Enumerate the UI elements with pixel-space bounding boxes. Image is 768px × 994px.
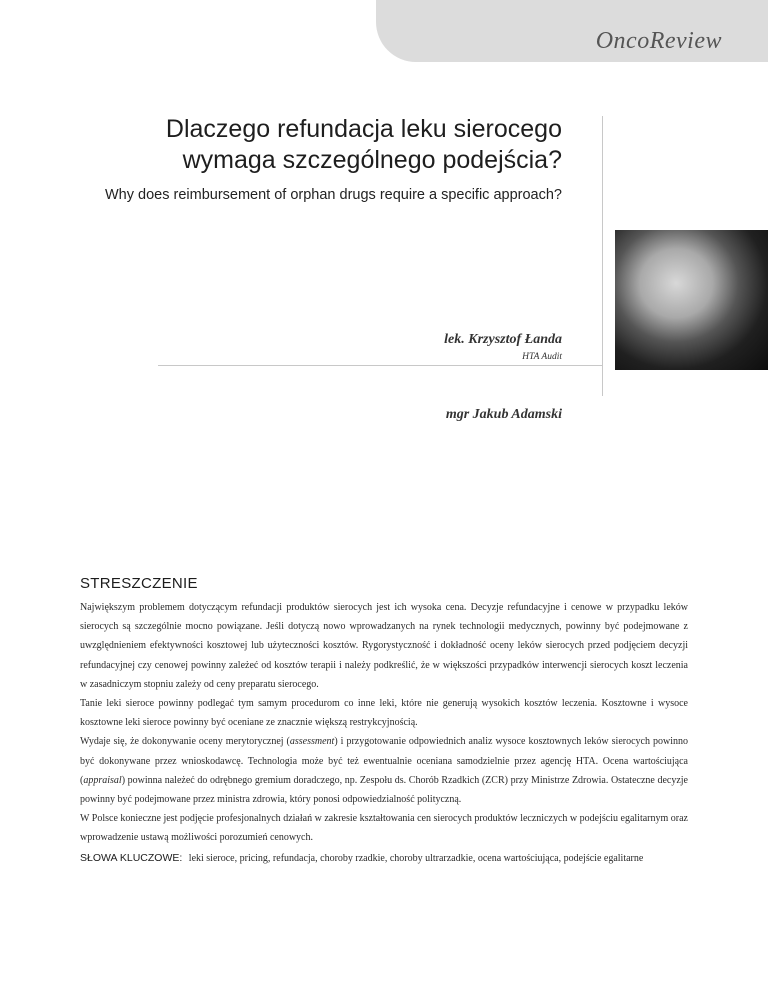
divider-vertical bbox=[602, 116, 603, 396]
abstract-paragraph: Wydaje się, że dokonywanie oceny merytorycznej (assessment) i przygotowanie odpowiednich analiz wysoce kosztownych leków sierocych powinno być dokonywane przez wnioskodawcę. Technologia może być też ewentualnie oceniana samodzielnie przez agencję HTA. Ocena wartościująca (appraisal) powinna należeć do odrębnego gremium doradczego, np. Zespołu ds. Chorób Rzadkich (ZCR) przy Ministrze Zdrowia. Ostateczne decyzje powinny być podejmowane przez ministra zdrowia, który ponosi odpowiedzialność polityczną. bbox=[80, 736, 688, 806]
author-photo bbox=[615, 230, 768, 370]
abstract-paragraph: Największym problemem dotyczącym refundacji produktów sierocych jest ich wysoka cena. Decyzje refundacyjne i cenowe w przypadku leków sierocych są szczególnie mocno powiązane. Jeśli dotyczą nowo wprowadzanych na rynek technologii medycznych, powinny być podejmowane z uwzględnieniem efektywności kosztowej lub użyteczności kosztów. Rygorystyczność i dokładność oceny leków sierocych przed podjęciem decyzji refundacyjnej czy cenowej powinny zależeć od kosztów terapii i należy podkreślić, że w większości przypadków interwencji sierocych koszt leczenia w zasadniczym stopniu zależy od ceny preparatu sierocego. bbox=[80, 602, 688, 690]
abstract-body bbox=[80, 598, 688, 848]
author-affiliation: HTA Audit bbox=[522, 352, 562, 362]
author-name: mgr Jakub Adamski bbox=[445, 407, 562, 422]
keywords bbox=[80, 848, 688, 869]
keywords-label: SŁOWA KLUCZOWE: bbox=[80, 852, 183, 864]
author-name: lek. Krzysztof Łanda bbox=[444, 332, 562, 347]
divider-horizontal bbox=[158, 365, 602, 366]
abstract-paragraph: W Polsce konieczne jest podjęcie profesjonalnych działań w zakresie kształtowania cen sierocych produktów leczniczych w podejściu egalitarnym oraz wprowadzenie ustawą możliwości porozumień cenowych. bbox=[80, 813, 688, 844]
journal-name: OncoReview bbox=[595, 28, 722, 54]
abstract-heading: STRESZCZENIE bbox=[80, 575, 198, 592]
journal-header-tab bbox=[376, 0, 768, 62]
article-subtitle: Why does reimbursement of orphan drugs require a specific approach? bbox=[105, 187, 562, 203]
abstract-paragraph: Tanie leki sieroce powinny podlegać tym samym procedurom co inne leki, które nie generują wysokich kosztów leczenia. Kosztowne i wysoce kosztowne leki sieroce powinny być oceniane ze znacznie większą restrykcyjnością. bbox=[80, 698, 688, 729]
article-title: Dlaczego refundacja leku sierocego wymaga szczególnego podejścia? bbox=[165, 115, 562, 174]
keywords-text: leki sieroce, pricing, refundacja, choroby rzadkie, choroby ultrarzadkie, ocena wartościująca, podejście egalitarne bbox=[188, 853, 644, 864]
